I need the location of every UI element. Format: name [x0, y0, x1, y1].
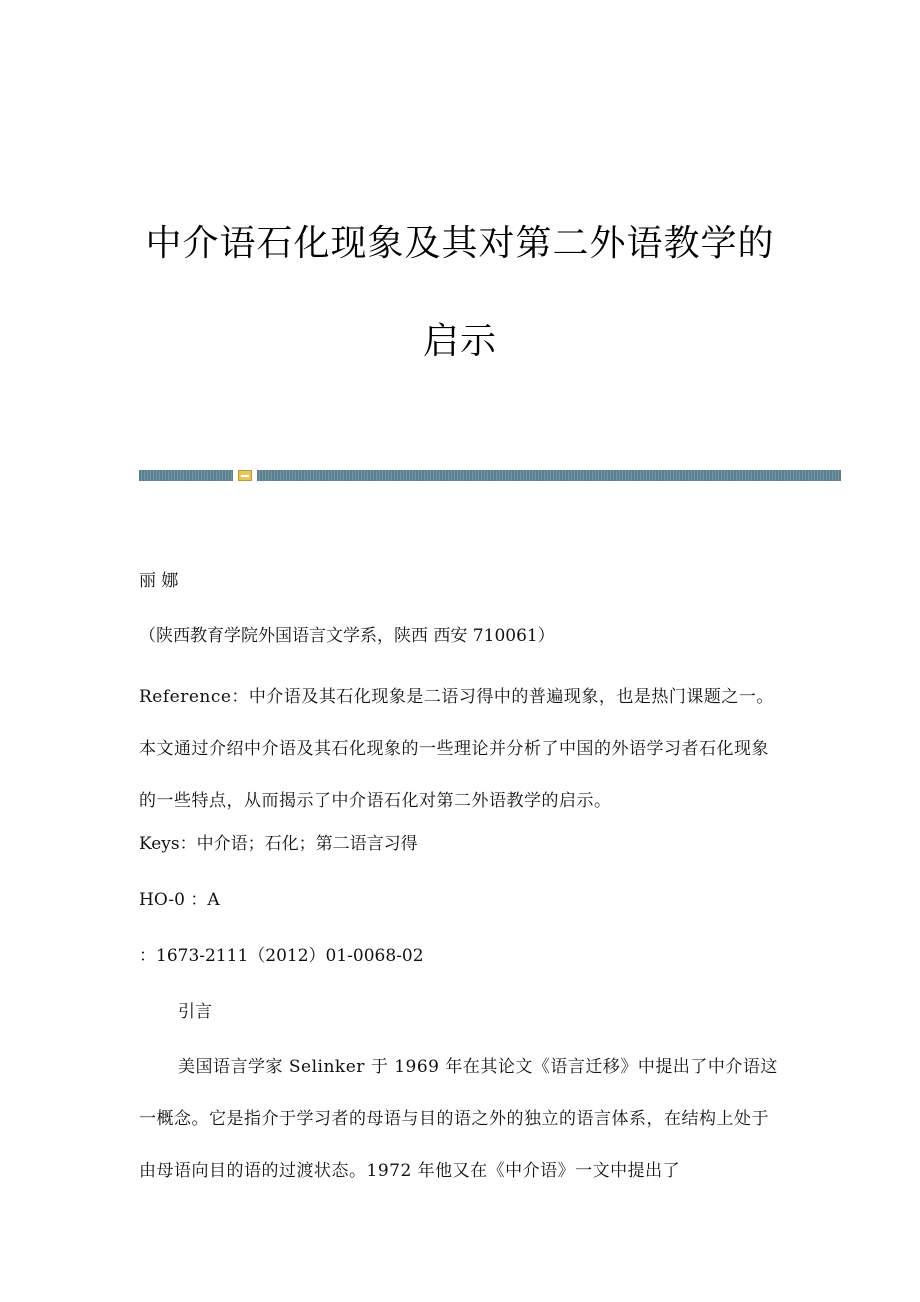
author-name: 丽 娜: [139, 571, 179, 591]
body-paragraph: 美国语言学家 Selinker 于 1969 年在其论文《语言迁移》中提出了中介语这一概念。它是指介于学习者的母语与目的语之外的独立的语言体系，在结构上处于由母语向目的语的过渡状态。1972 年他又在《中介语》一文中提出了: [139, 1057, 778, 1181]
section-heading: 引言: [178, 1002, 212, 1022]
keywords-line: Keys：中介语；石化；第二语言习得: [139, 834, 418, 854]
paper-title-line-1: 中介语石化现象及其对第二外语教学的: [145, 223, 775, 264]
classification-line: HO-0 ：A: [139, 890, 220, 910]
divider-bar-left: [139, 470, 233, 481]
author-affiliation: （陕西教育学院外国语言文学系，陕西 西安 710061）: [139, 626, 555, 646]
abstract-paragraph: Reference：中介语及其石化现象是二语习得中的普遍现象，也是热门课题之一。本文通过介绍中介语及其石化现象的一些理论并分析了中国的外语学习者石化现象的一些特点，从而揭示了中介语石化对第二外语教学的启示。: [139, 687, 774, 811]
divider-bar-right: [257, 470, 841, 481]
divider-emblem-icon: [238, 470, 252, 481]
article-id-line: ：1673-2111（2012）01-0068-02: [139, 946, 424, 966]
title-divider: [139, 470, 841, 481]
paper-title-line-2: 启示: [422, 321, 497, 362]
